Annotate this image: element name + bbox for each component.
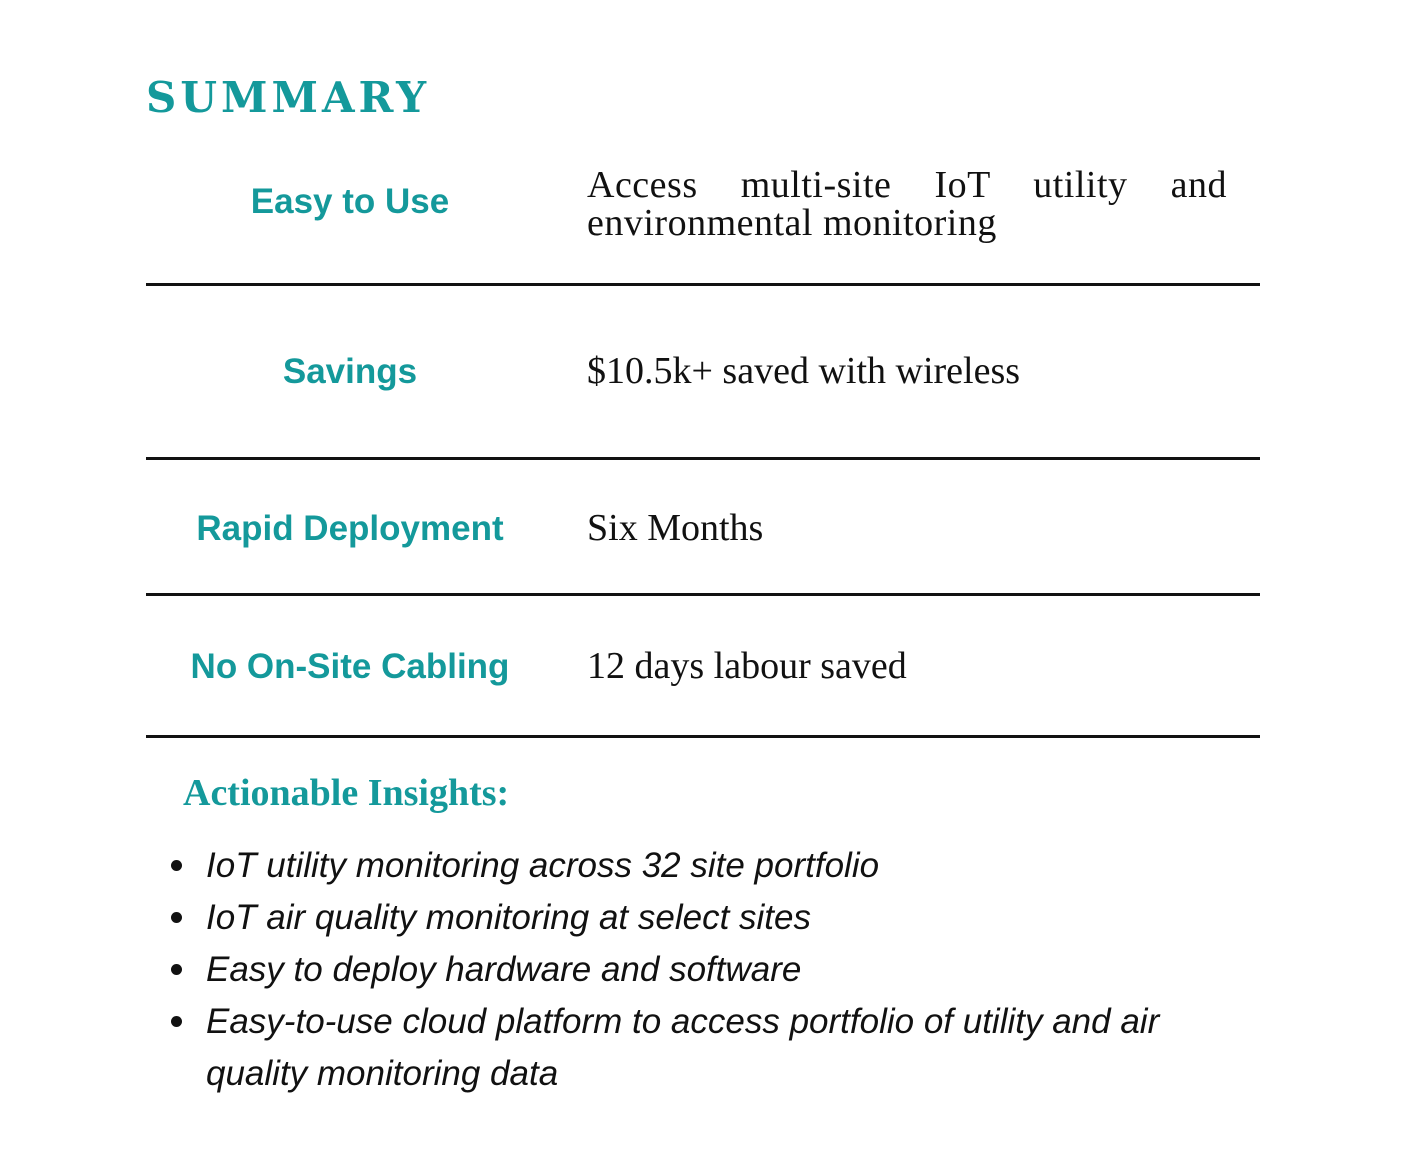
bullet-icon <box>171 1016 182 1027</box>
list-item-text: Easy-to-use cloud platform to access portfolio of utility and air quality monitoring data <box>206 1002 1160 1093</box>
summary-row-rapid-deployment <box>146 507 1260 567</box>
row-value: Six Months <box>587 507 764 549</box>
list-item-text: Easy to deploy hardware and software <box>206 950 802 989</box>
summary-row-no-on-site-cabling <box>146 645 1260 705</box>
row-label: Savings <box>282 352 418 391</box>
list-item <box>166 944 1246 996</box>
summary-row-easy-to-use <box>146 164 1260 264</box>
row-divider <box>146 593 1260 596</box>
insights-list <box>166 840 1246 1100</box>
row-label: Easy to Use <box>250 182 450 221</box>
list-item-text: IoT air quality monitoring at select sites <box>206 898 811 937</box>
bullet-icon <box>171 964 182 975</box>
row-value: $10.5k+ saved with wireless <box>587 350 1021 392</box>
insights-heading: Actionable Insights: <box>183 772 510 814</box>
bullet-icon <box>171 912 182 923</box>
row-value: Access multi-site IoT utility and environmental monitoring <box>587 164 1227 244</box>
list-item <box>166 892 1246 944</box>
row-value: 12 days labour saved <box>587 645 907 687</box>
list-item <box>166 840 1246 892</box>
row-divider <box>146 283 1260 286</box>
list-item-text: IoT utility monitoring across 32 site portfolio <box>206 846 880 885</box>
row-label: No On-Site Cabling <box>190 647 510 686</box>
summary-row-savings <box>146 350 1260 410</box>
list-item <box>166 996 1246 1100</box>
bullet-icon <box>171 860 182 871</box>
row-divider <box>146 457 1260 460</box>
row-label: Rapid Deployment <box>196 509 504 548</box>
row-divider <box>146 735 1260 738</box>
summary-title: SUMMARY <box>146 73 431 122</box>
